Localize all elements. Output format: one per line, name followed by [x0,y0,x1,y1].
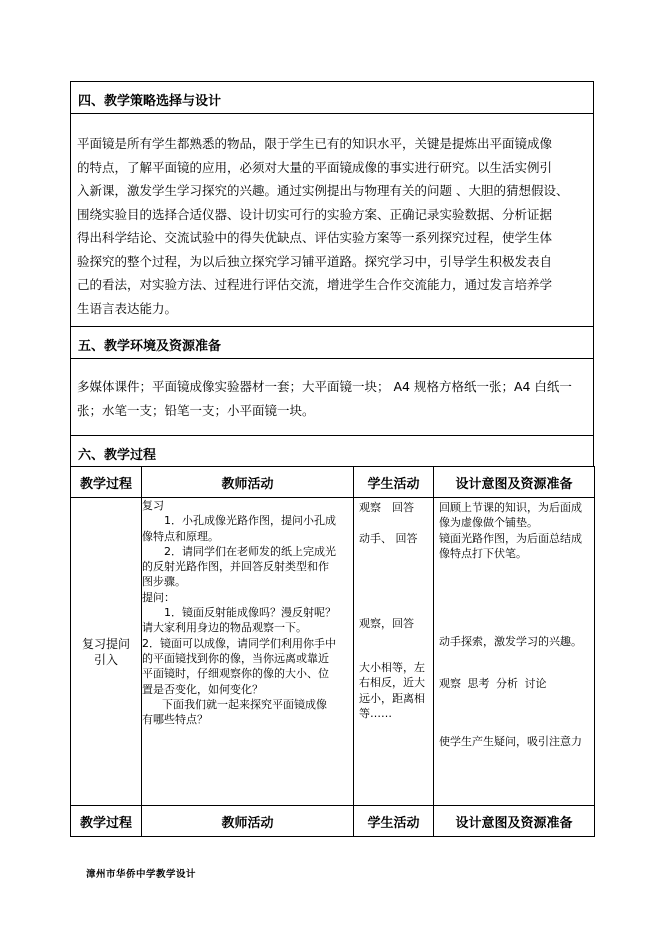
table-row [71,498,595,806]
teacher-line: 的反射光路作图，并回答反射类型和作 [142,560,329,574]
col-header-design: 设计意图及资源准备 [434,467,595,498]
strategy-line: 生语言表达能力。 [77,300,178,316]
teacher-line: 置是否变化，如何变化？ [142,682,263,696]
section-5-body [70,358,594,436]
stage-cell [71,498,142,806]
student-activity-text: 观察 回答 [359,501,414,514]
teacher-line: 复习 [142,499,164,512]
strategy-line: 平面镜是所有学生都熟悉的物品，限于学生已有的知识水平，关键是提炼出平面镜成像 [77,136,553,151]
col-header-student: 学生活动 [354,806,434,837]
table-footer-header-row [71,806,595,837]
col-header-stage: 教学过程 [71,806,142,837]
section-5-title: 五、教学环境及资源准备 [78,339,222,354]
teacher-line: 1．小孔成像光路作图，提问小孔成 [164,514,336,528]
student-activity-text: 动手、 回答 [359,532,418,545]
design-text: 动手探索，激发学习的兴趣。 [439,635,582,648]
strategy-line: 入新课，激发学生学习探究的兴趣。通过实例提出与物理有关的问题 、大胆的猜想假设、 [77,183,569,198]
design-intent-cell [434,498,595,806]
teacher-line: 的平面镜找到你的像，当你远离或靠近 [142,651,329,665]
stage-label: 引入 [93,652,118,667]
teacher-line: 图步骤。 [142,575,186,589]
design-text: 观察 思考 分析 讨论 [439,677,547,690]
design-text: 像为虚像做个铺垫。 [439,516,538,530]
teacher-line: 有哪些特点？ [142,713,208,727]
resources-line: 多媒体课件；平面镜成像实验器材一套；大平面镜一块； A4 规格方格纸一张；A4 白纸一 [77,379,572,394]
section-4-body [70,113,594,327]
strategy-line: 得出科学结论、交流试验中的得失优缺点、评估实验方案等一系列探究过程，使学生体 [77,230,553,245]
col-header-stage: 教学过程 [71,467,142,498]
student-activity-cell [354,498,434,806]
teacher-line: 2．请同学们在老师发的纸上完成光 [164,544,336,558]
col-header-student: 学生活动 [354,467,434,498]
resources-line: 张；水笔一支；铅笔一支；小平面镜一块。 [77,402,315,418]
design-text: 回顾上节课的知识，为后面成 [439,501,582,514]
section-5-header [70,326,594,359]
teacher-line: 2．镜面可以成像，请同学们利用你手中 [142,636,336,650]
teacher-line: 平面镜时，仔细观察你的像的大小、位 [142,667,329,681]
teacher-line: 1．镜面反射能成像吗？漫反射呢？ [164,606,336,620]
section-4-header [70,81,594,114]
stage-label: 复习提问 [81,636,130,651]
process-table [70,466,595,837]
section-4-title: 四、教学策略选择与设计 [78,94,222,109]
strategy-line: 围绕实验目的选择合适仪器、设计切实可行的实验方案、正确记录实验数据、分析证据 [77,206,553,222]
teacher-line: 像特点和原理。 [142,529,219,543]
strategy-line: 验探究的整个过程，为以后独立探究学习铺平道路。探究学习中，引导学生积极发表自 [77,253,553,269]
strategy-line: 的特点，了解平面镜的应用，必须对大量的平面镜成像的事实进行研究。以生活实例引 [77,159,553,175]
student-activity-text: 右相反，近大 [359,676,425,690]
design-text: 镜面光路作图，为后面总结成 [439,531,582,545]
design-text: 像特点打下伏笔。 [439,546,527,560]
teacher-line: 请大家利用身边的物品观察一下。 [142,621,307,635]
page-footer: 漳州市华侨中学教学设计 [86,869,197,880]
col-header-design: 设计意图及资源准备 [434,806,595,837]
section-6-header [70,435,594,467]
section-6-title: 六、教学过程 [78,448,157,463]
col-header-teacher: 教师活动 [142,467,354,498]
student-activity-text: 等…… [359,706,392,720]
teacher-line: 提问： [142,590,175,604]
table-header-row [71,467,595,498]
teacher-line: 下面我们就一起来探究平面镜成像 [162,697,327,711]
student-activity-text: 观察，回答 [359,617,414,630]
design-text: 使学生产生疑问，吸引注意力 [439,735,582,748]
student-activity-text: 大小相等，左 [359,661,425,674]
teacher-activity-cell [142,498,354,806]
student-activity-text: 远小，距离相 [359,691,425,705]
strategy-line: 己的看法，对实验方法、过程进行评估交流，增进学生合作交流能力，通过发言培养学 [77,277,553,292]
col-header-teacher: 教师活动 [142,806,354,837]
